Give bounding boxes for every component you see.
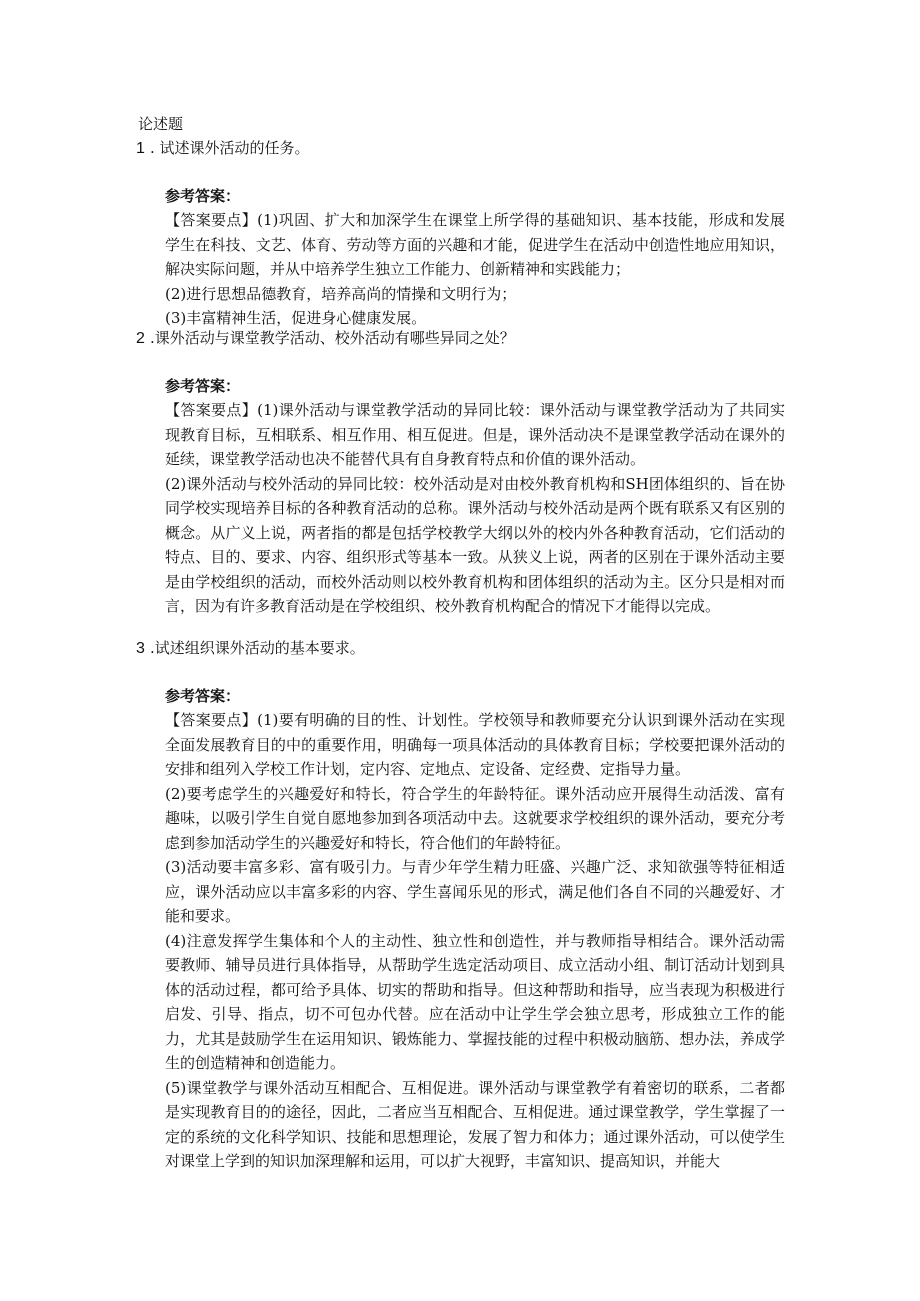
question-3-title [136, 636, 365, 661]
answer-paragraph: 【答案要点】(1)要有明确的目的性、计划性。学校领导和教师要充分认识到课外活动在实现全面发展教育目的中的重要作用，明确每一项具体活动的具体教育目标；学校要把课外活动的安排和组列入学校工作计划，定内容、定地点、定设备、定经费、定指导力量。 [165, 711, 785, 778]
question-number: 3 [136, 640, 145, 657]
reference-answer-label: 参考答案： [165, 687, 241, 705]
question-text: .课外活动与课堂教学活动、校外活动有哪些异同之处？ [150, 329, 515, 347]
answer-paragraph: 【答案要点】(1)课外活动与课堂教学活动的异同比较：课外活动与课堂教学活动为了共同实现教育目标，互相联系、相互作用、相互促进。但是，课外活动决不是课堂教学活动在课外的延续，课堂教学活动也决不能替代具有自身教育特点和价值的课外活动。 [165, 401, 785, 468]
question-1-title [136, 136, 310, 161]
answer-paragraph: 【答案要点】(1)巩固、扩大和加深学生在课堂上所学得的基础知识、基本技能，形成和发展学生在科技、文艺、体育、劳动等方面的兴趣和才能，促进学生在活动中创造性地应用知识，解决实际问题，并从中培养学生独立工作能力、创新精神和实践能力； [165, 211, 785, 278]
question-text: .试述组织课外活动的基本要求。 [150, 639, 365, 657]
answer-block-3 [165, 708, 785, 1174]
reference-answer-label: 参考答案： [165, 187, 241, 205]
question-2-title [136, 326, 515, 351]
answer-paragraph: (2)进行思想品德教育，培养高尚的情操和文明行为； [165, 284, 517, 303]
answer-block-2 [165, 398, 785, 619]
reference-answer-label: 参考答案： [165, 377, 241, 395]
answer-paragraph: (4)注意发挥学生集体和个人的主动性、独立性和创造性，并与教师指导相结合。课外活动需要教师、辅导员进行具体指导，从帮助学生选定活动项目、成立活动小组、制订活动计划到具体的活动过程，都可给予具体、切实的帮助和指导。但这种帮助和指导，应当表现为积极进行启发、引导、指点，切不可包办代替。应在活动中让学生学会独立思考，形成独立工作的能力，尤其是鼓励学生在运用知识、锻炼能力、掌握技能的过程中积极动脑筋、想办法，养成学生的创造精神和创造能力。 [165, 931, 785, 1072]
answer-block-1 [165, 208, 785, 331]
answer-paragraph: (3)丰富精神生活，促进身心健康发展。 [165, 309, 427, 327]
answer-paragraph: (5)课堂教学与课外活动互相配合、互相促进。课外活动与课堂教学有着密切的联系，二者都是实现教育目的的途径，因此，二者应当互相配合、互相促进。通过课堂教学，学生掌握了一定的系统的文化科学知识、技能和思想理论，发展了智力和体力；通过课外活动，可以使学生对课堂上学到的知识加深理解和运用，可以扩大视野，丰富知识、提高知识，并能大 [165, 1078, 785, 1170]
question-number: 1 [136, 140, 145, 157]
question-text: . 试述课外活动的任务。 [150, 139, 310, 157]
section-heading: 论述题 [138, 115, 184, 133]
question-number: 2 [136, 330, 145, 347]
answer-paragraph: (2)要考虑学生的兴趣爱好和特长，符合学生的年龄特征。课外活动应开展得生动活泼、富有趣味，以吸引学生自觉自愿地参加到各项活动中去。这就要求学校组织的课外活动，要充分考虑到参加活动学生的兴趣爱好和特长，符合他们的年龄特征。 [165, 784, 785, 852]
answer-paragraph: (3)活动要丰富多彩、富有吸引力。与青少年学生精力旺盛、兴趣广泛、求知欲强等特征相适应，课外活动应以丰富多彩的内容、学生喜闻乐见的形式，满足他们各自不同的兴趣爱好、才能和要求。 [165, 858, 785, 925]
answer-paragraph: (2)课外活动与校外活动的异同比较：校外活动是对由校外教育机构和SH团体组织的、旨在协同学校实现培养目标的各种教育活动的总称。课外活动与校外活动是两个既有联系又有区别的概念。从广义上说，两者指的都是包括学校教学大纲以外的校内外各种教育活动，它们活动的特点、目的、要求、内容、组织形式等基本一致。从狭义上说，两者的区别在于课外活动主要是由学校组织的活动，而校外活动则以校外教育机构和团体组织的活动为主。区分只是相对而言，因为有许多教育活动是在学校组织、校外教育机构配合的情况下才能得以完成。 [165, 474, 785, 615]
